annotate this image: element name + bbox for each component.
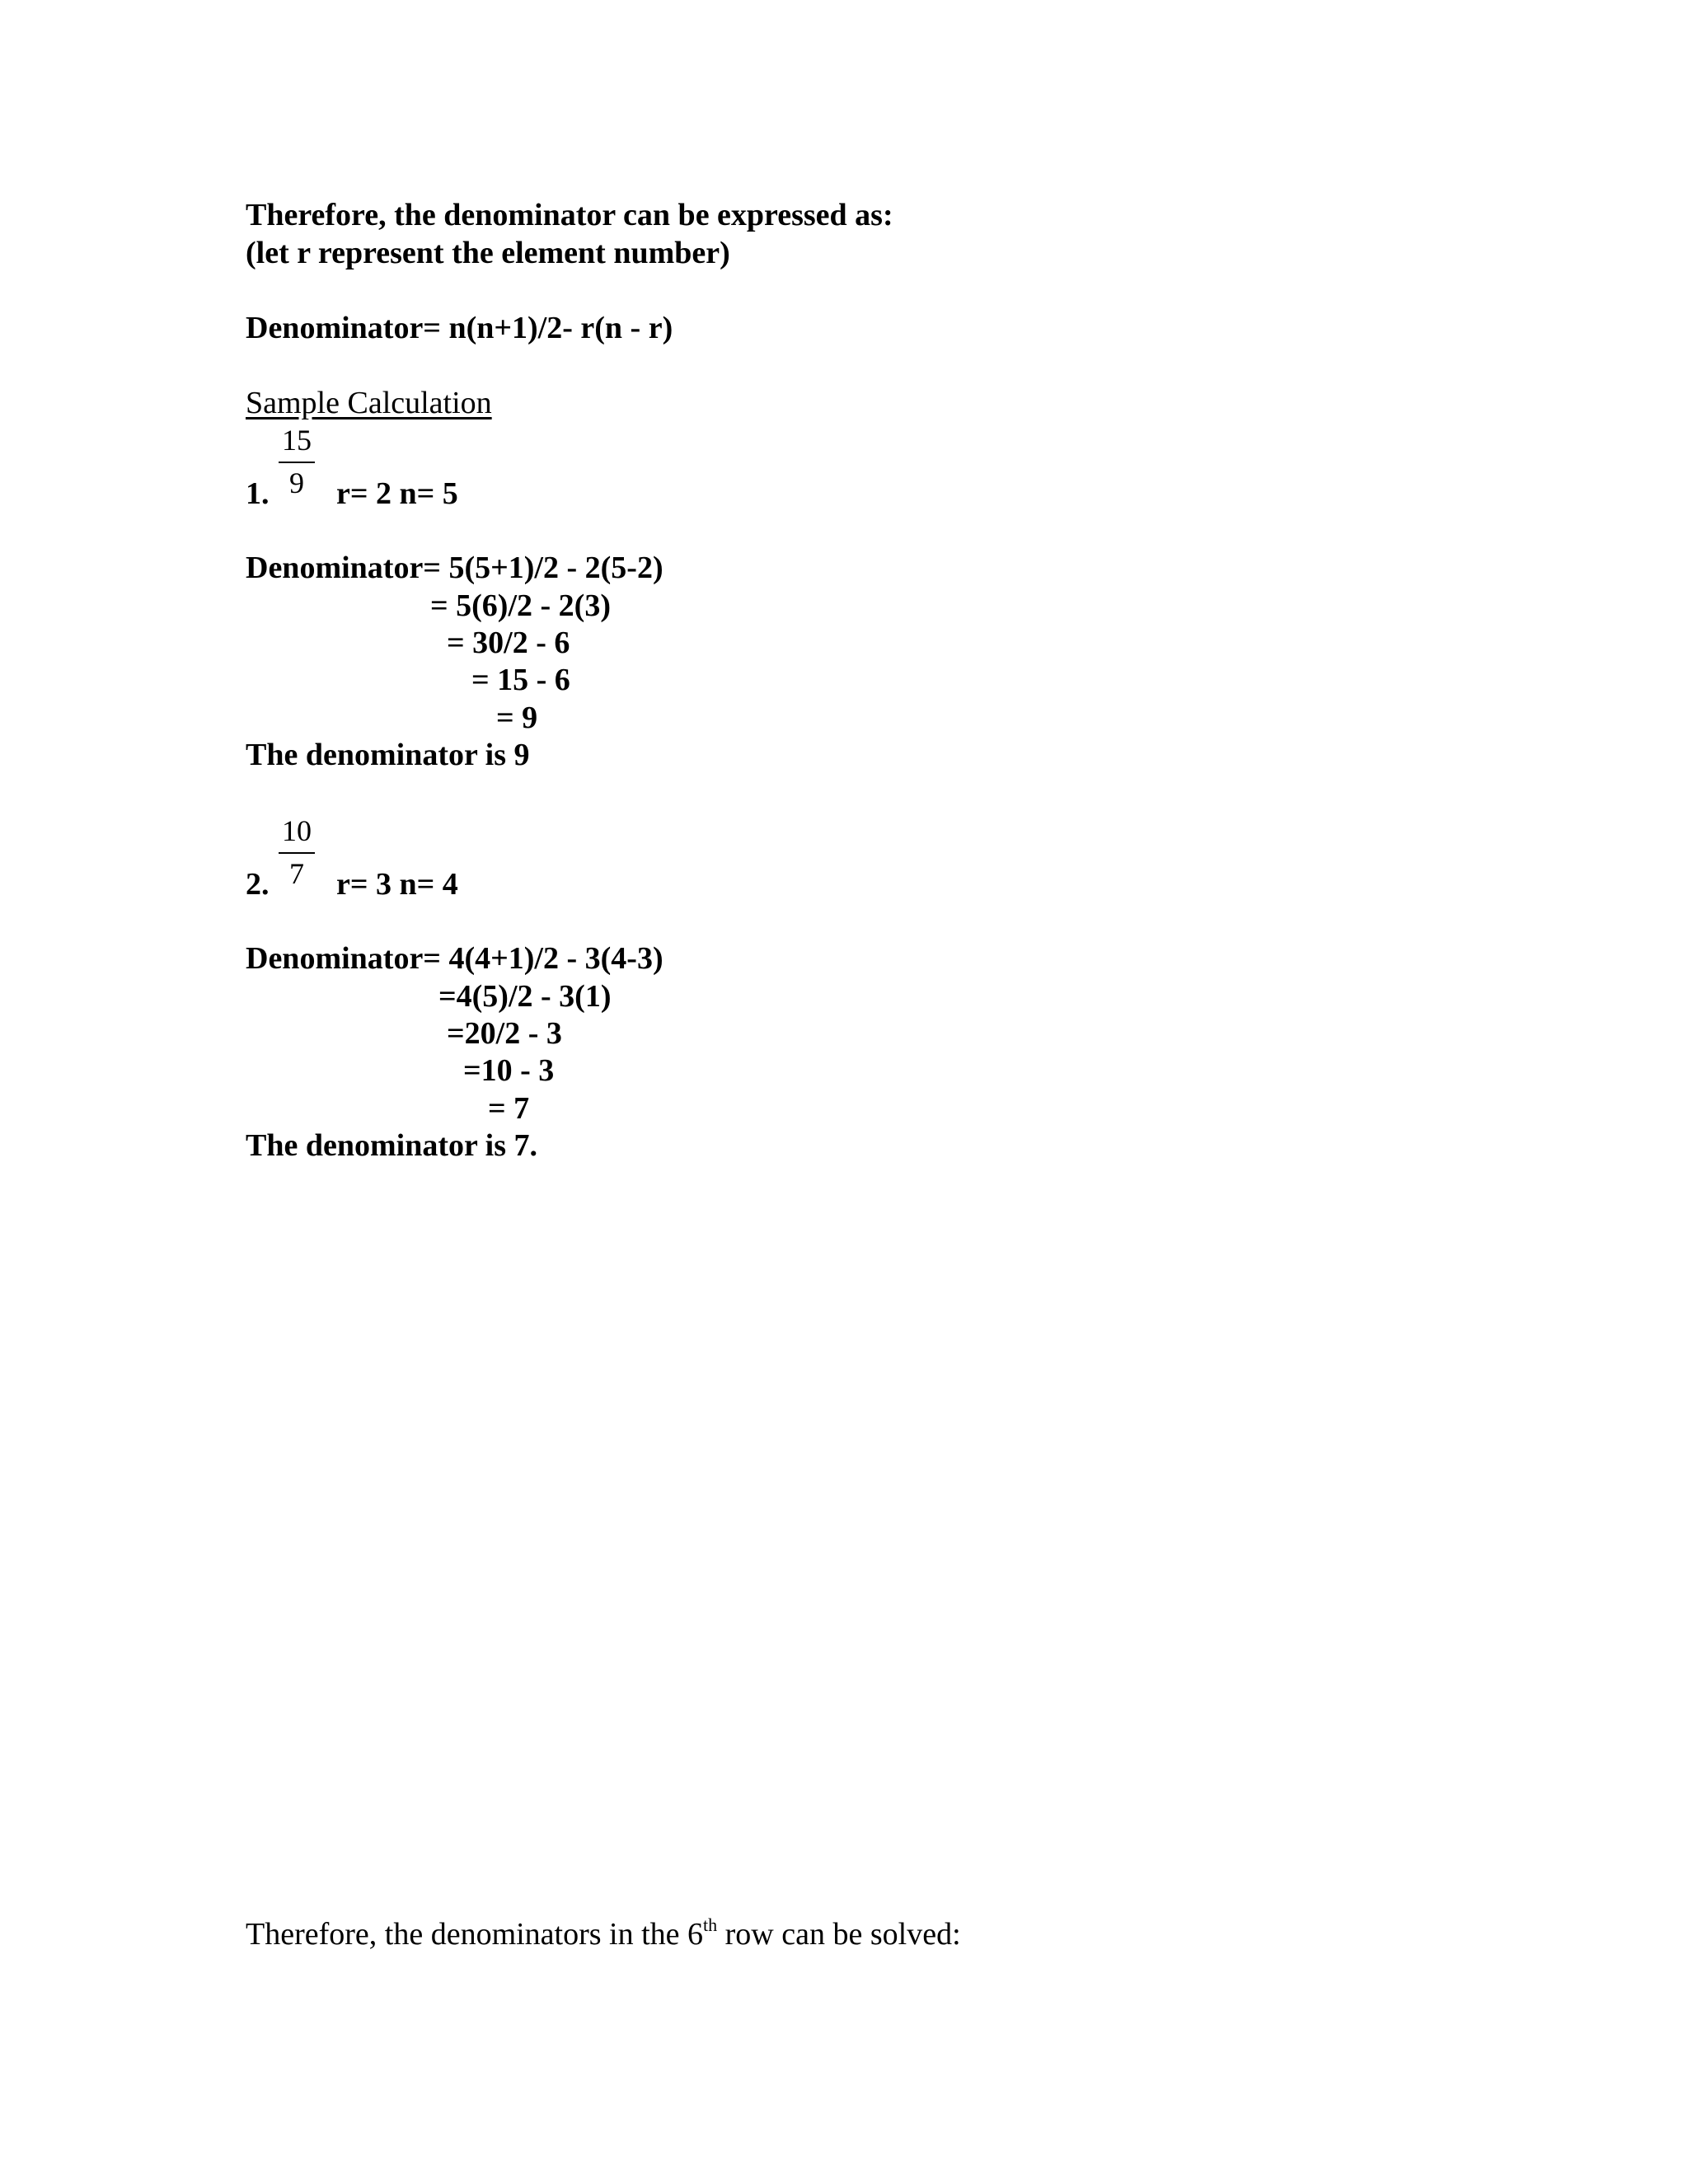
example-2-fraction-denominator: 7 [289,857,304,890]
example-2-step: = 7 [488,1091,530,1126]
example-2-step: =4(5)/2 - 3(1) [438,979,612,1014]
example-2-step: =10 - 3 [463,1053,555,1088]
example-2-fraction [279,814,315,890]
example-1-step: = 15 - 6 [471,663,570,697]
example-1-step: = 9 [496,701,538,735]
example-2-step: Denominator= 4(4+1)/2 - 3(4-3) [246,941,663,976]
example-2-conclusion: The denominator is 7. [246,1128,538,1163]
closing-sentence-end: row can be solved: [717,1917,961,1952]
ordinal-superscript: th [703,1915,718,1935]
general-formula: Denominator= n(n+1)/2- r(n - r) [246,311,673,345]
example-1-fraction-denominator: 9 [289,466,304,499]
example-1-step: = 30/2 - 6 [447,626,570,660]
example-1-fraction-numerator: 15 [279,424,315,463]
closing-sentence [246,1915,961,1953]
example-2-step: =20/2 - 3 [447,1016,562,1051]
example-1-number: 1. [246,476,270,511]
example-1-params: r= 2 n= 5 [336,476,458,511]
sample-calculation-heading: Sample Calculation [246,386,492,420]
example-2-number: 2. [246,867,270,902]
example-1-fraction [279,424,315,499]
example-2-fraction-numerator: 10 [279,814,315,854]
example-1-step: = 5(6)/2 - 2(3) [430,588,611,623]
example-2-params: r= 3 n= 4 [336,867,458,902]
example-1-step: Denominator= 5(5+1)/2 - 2(5-2) [246,551,663,585]
closing-sentence-start: Therefore, the denominators in the 6 [246,1917,704,1952]
intro-line-2: (let r represent the element number) [246,236,730,270]
intro-line-1: Therefore, the denominator can be expressed as: [246,198,893,232]
example-1-conclusion: The denominator is 9 [246,738,530,772]
